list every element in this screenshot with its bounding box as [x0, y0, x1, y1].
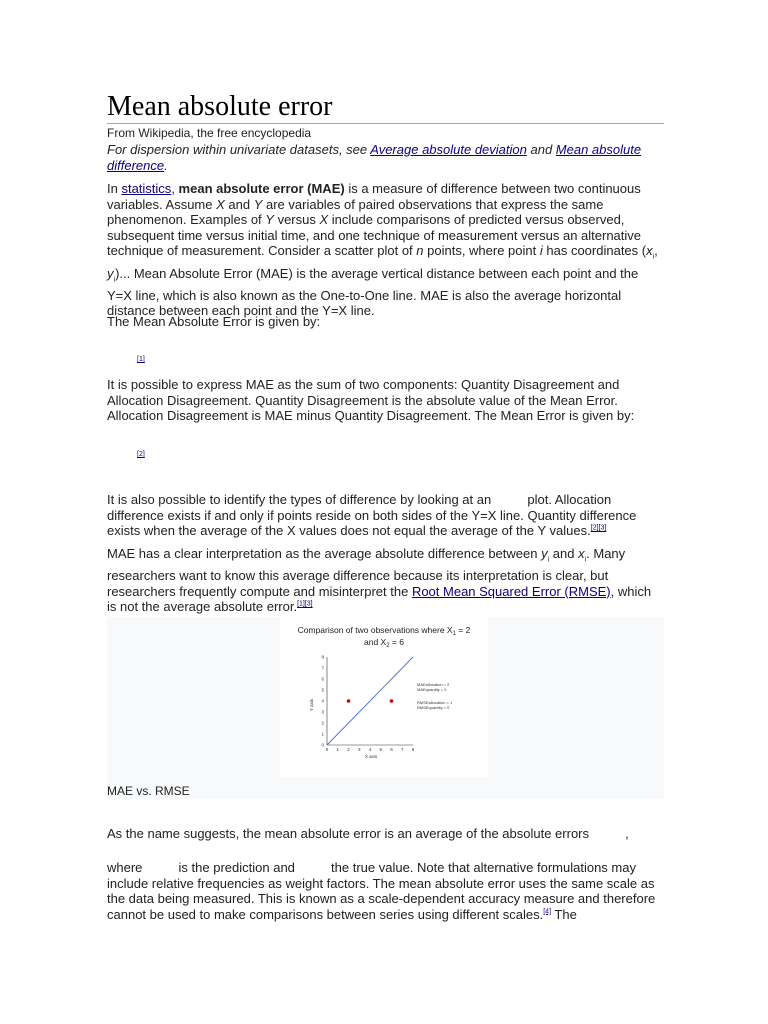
- text: is a measure of difference between two continuous variables. Assume: [107, 181, 641, 212]
- text: )... Mean Absolute Error (MAE) is the average vertical distance between each point and the Y=X line, which is also known as the One-to-One line. MAE is also the average horizontal distance between each point and the Y=X line.: [107, 265, 639, 319]
- reference-link[interactable]: [4]: [543, 908, 552, 916]
- y-tick-label: 8: [321, 654, 324, 660]
- x-tick-label: 2: [347, 747, 350, 752]
- math-sub: i: [584, 556, 587, 564]
- link-mean-absolute-difference[interactable]: Mean absolute difference: [107, 142, 642, 173]
- chart-title-line2: and $X_2 = 6$: [364, 637, 404, 649]
- text: points, where point: [423, 243, 540, 259]
- math-var: y: [107, 265, 114, 281]
- term-bold: mean absolute error (MAE): [178, 181, 345, 196]
- y-tick-label: 2: [321, 720, 324, 726]
- text: In: [107, 181, 122, 196]
- text: versus: [273, 212, 320, 228]
- hatnote-text: For dispersion within univariate datasets, see: [107, 142, 371, 157]
- y-tick-label: 0: [321, 742, 324, 748]
- text: are variables of paired observations that express the same phenomenon. Examples of: [107, 196, 604, 228]
- text: The: [551, 906, 577, 922]
- text: and: [224, 196, 254, 212]
- text: the true value. Note that alternative formulations may include relative frequencies as weight factors. The mean absolute error uses the same scale as the data being measured. This is known as a scale-dependent accuracy measure and therefore cannot be used to make comparisons between series using different scales.: [107, 860, 656, 922]
- text: plot. Allocation difference exists if and only if points reside on both sides of the Y=X line. Quantity difference exists when the average of the X values does not equal the average of the Y values.: [107, 492, 637, 539]
- hatnote-text: .: [164, 157, 168, 173]
- text: and: [549, 546, 579, 561]
- y-tick-label: 1: [321, 731, 324, 737]
- math-var: X: [319, 212, 329, 228]
- data-point: [347, 699, 351, 703]
- reference-2[interactable]: [137, 451, 145, 458]
- y-tick-label: 5: [321, 687, 324, 693]
- x-tick-label: 5: [379, 747, 383, 752]
- paragraph-interpretation: [107, 546, 664, 615]
- formula-gap: [491, 492, 527, 507]
- text: where: [107, 860, 143, 875]
- legend-mae-quantity: MAEquantity = 0: [417, 687, 447, 692]
- x-axis-label: X axis: [364, 754, 378, 759]
- y-tick-label: 3: [321, 709, 324, 715]
- legend-rmse-allocation: RMSEallocation = 1: [417, 700, 453, 705]
- math-var: y: [541, 546, 548, 561]
- x-tick-label: 8: [411, 747, 415, 752]
- reference-link[interactable]: [1][3]: [297, 601, 313, 609]
- paragraph-components: It is possible to express MAE as the sum of two components: Quantity Disagreement and Allocation Disagreement. Quantity Disagreement is the absolute value of the Mean Error. Allocation Disagreement is MAE minus Quantity Disagreement. The Mean Error is given by:: [107, 377, 635, 424]
- link-average-absolute-deviation[interactable]: Average absolute deviation: [370, 142, 527, 157]
- x-tick-label: 4: [368, 747, 372, 752]
- text: has coordinates (: [542, 243, 647, 259]
- x-tick-label: 6: [390, 747, 393, 752]
- formula-gap: [295, 860, 331, 875]
- one-to-one-line: [327, 657, 413, 745]
- x-tick-label: 3: [357, 747, 361, 752]
- text: MAE has a clear interpretation as the average absolute difference between: [107, 546, 542, 561]
- paragraph-difference-types: [107, 492, 664, 539]
- math-sub: i: [547, 556, 550, 564]
- reference-link[interactable]: [2][3]: [590, 524, 607, 532]
- text: ,: [171, 181, 179, 196]
- formula-gap: [589, 826, 625, 841]
- x-tick-label: 1: [336, 747, 340, 752]
- math-var: Y: [253, 196, 263, 212]
- paragraph-formula-intro: The Mean Absolute Error is given by:: [107, 314, 321, 329]
- y-tick-label: 7: [321, 665, 324, 671]
- math-sub: i: [113, 276, 116, 284]
- text: As the name suggests, the mean absolute error is an average of the absolute errors: [107, 826, 589, 841]
- paragraph-intro: [107, 181, 664, 319]
- data-point: [390, 699, 394, 703]
- math-var: x: [578, 546, 585, 561]
- formula-gap: [142, 860, 178, 875]
- text: , which is not the average absolute error.: [107, 583, 652, 615]
- legend-mae-allocation: MAEallocation = 2: [417, 682, 450, 687]
- math-sub: i: [652, 253, 655, 261]
- math-var: X: [216, 196, 225, 212]
- math-var: x: [646, 243, 653, 259]
- text: ,: [654, 243, 658, 259]
- chart-title-line1: Comparison of two observations where $X_1 = 2$: [297, 625, 471, 637]
- x-tick-label: 7: [400, 747, 404, 752]
- figure-image[interactable]: [280, 617, 488, 777]
- text: is the prediction and: [178, 860, 295, 875]
- page-title: Mean absolute error: [107, 92, 664, 124]
- x-tick-label: 0: [325, 747, 329, 752]
- paragraph-absolute-errors: [107, 826, 664, 842]
- plot-area: [321, 655, 414, 753]
- paragraph-scale-dependence: [107, 860, 664, 922]
- text: ,: [625, 826, 629, 841]
- math-var: n: [416, 243, 424, 259]
- legend-rmse-quantity: RMSEquantity = 0: [417, 705, 450, 710]
- y-tick-label: 6: [321, 676, 324, 682]
- y-axis-label: Y axis: [309, 698, 314, 712]
- text: include comparisons of predicted versus observed, subsequent time versus initial time, and one technique of measurement versus an alternative technique of measurement. Consider a scatter plot of: [107, 212, 642, 259]
- math-var: i: [539, 243, 543, 259]
- reference-link[interactable]: [2]: [137, 451, 145, 458]
- hatnote: [107, 142, 664, 173]
- reference-1[interactable]: [137, 356, 145, 363]
- figure: [107, 617, 664, 799]
- text: It is also possible to identify the types of difference by looking at an: [107, 492, 492, 507]
- link-rmse[interactable]: Root Mean Squared Error (RMSE): [411, 583, 611, 599]
- mae-rmse-chart: [280, 617, 488, 777]
- reference-link[interactable]: [1]: [137, 356, 145, 363]
- page-subtitle: From Wikipedia, the free encyclopedia: [107, 126, 312, 140]
- link-statistics[interactable]: statistics: [121, 181, 172, 196]
- figure-caption: MAE vs. RMSE: [107, 784, 190, 798]
- hatnote-text: and: [526, 142, 556, 157]
- y-tick-label: 4: [321, 698, 324, 704]
- text: . Many researchers want to know this average difference because its interpretation is clear, but researchers frequently compute and misinterpret the: [107, 546, 626, 599]
- math-var: Y: [265, 212, 274, 228]
